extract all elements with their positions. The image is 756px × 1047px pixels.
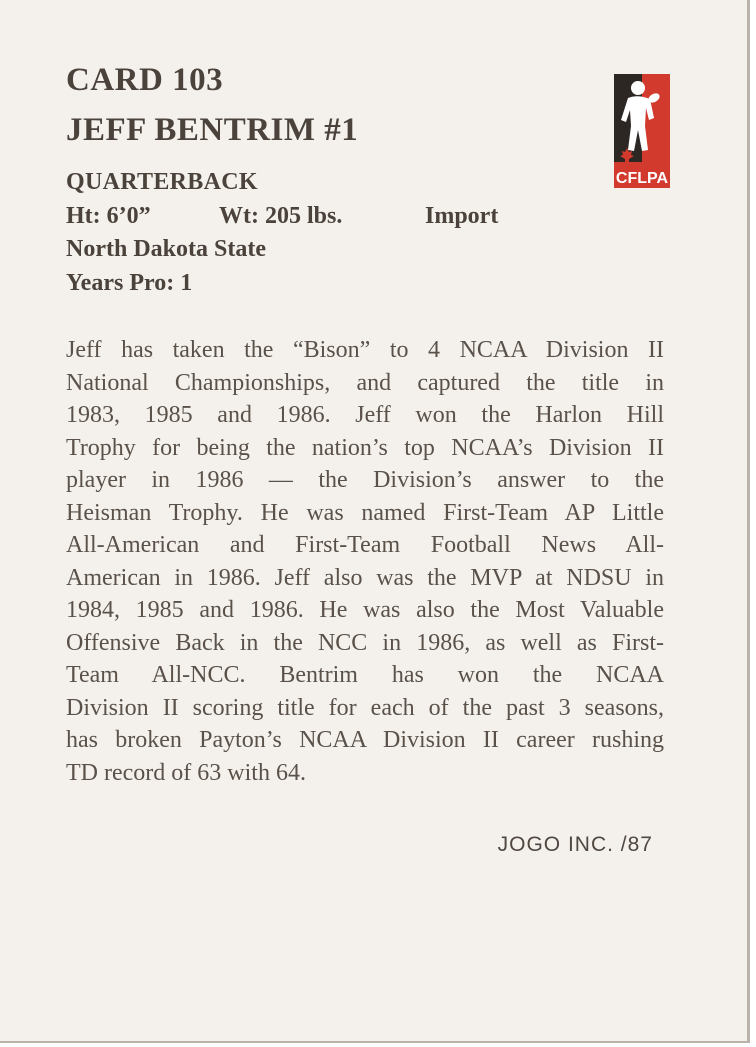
logo-text: CFLPA [615,170,669,187]
player-weight: Wt: 205 lbs. [219,203,343,229]
card-number: CARD 103 [66,62,224,98]
player-height: Ht: 6’0” [66,203,151,229]
player-college: North Dakota State [66,236,266,262]
bio-line: has broken Payton’s NCAA Division II career rushing [66,727,664,753]
bio-line: 1984, 1985 and 1986. He was also the Most Valuable [66,597,664,623]
bio-line: TD record of 63 with 64. [66,759,306,786]
bio-line: Team All-NCC. Bentrim has won the NCAA [66,662,664,688]
bio-line: National Championships, and captured the title in [66,369,664,396]
bio-line: Offensive Back in the NCC in 1986, as well as First- [66,629,664,656]
player-name: JEFF BENTRIM #1 [66,112,359,148]
bio-line: Division II scoring title for each of the past 3 seasons, [66,694,664,721]
player-years-pro: Years Pro: 1 [66,270,193,296]
player-status: Import [425,203,499,229]
cflpa-logo-icon [614,74,670,188]
player-biography [66,334,664,789]
bio-line: Trophy for being the nation’s top NCAA’s Division II [66,434,664,461]
bio-line: All-American and First-Team Football News All- [66,532,664,558]
copyright-notice: JOGO INC. /87 [497,833,653,856]
bio-line: Jeff has taken the “Bison” to 4 NCAA Division II [66,337,664,363]
bio-line: American in 1986. Jeff also was the MVP at NDSU in [66,564,664,591]
bio-line: 1983, 1985 and 1986. Jeff won the Harlon Hill [66,402,664,428]
bio-line: player in 1986 — the Division’s answer to the [66,467,664,493]
player-position: QUARTERBACK [66,169,258,195]
bio-line: Heisman Trophy. He was named First-Team AP Little [66,499,664,526]
